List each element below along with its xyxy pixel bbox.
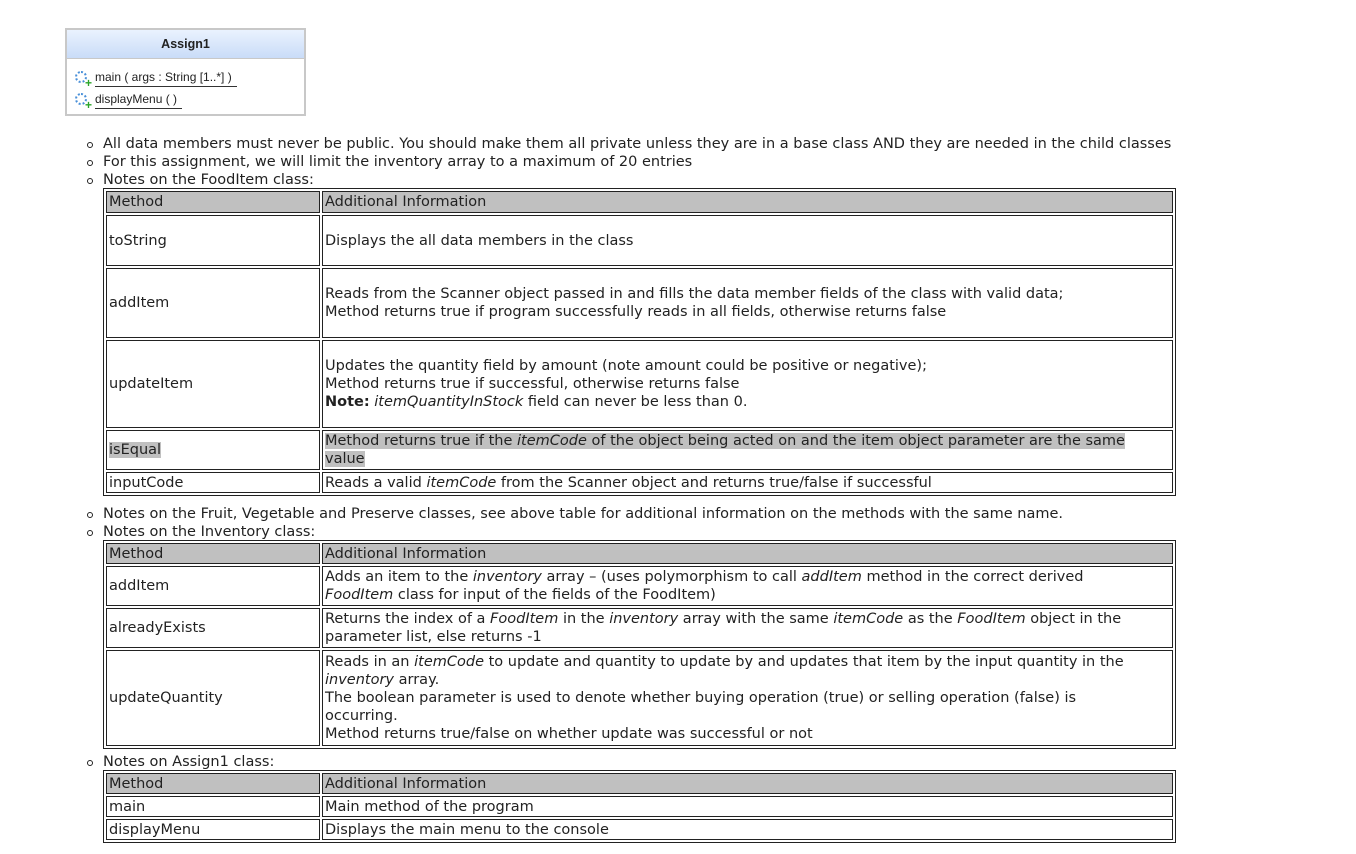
method-info: Updates the quantity field by amount (note amount could be positive or negative); Method returns true if successful, otherwise returns false Note: itemQuantityInStock field can never be less than 0. [322,340,1173,428]
method-name: isEqual [106,430,320,470]
table-row [106,472,1173,493]
table-row [106,215,1173,266]
method-info: Method returns true if the itemCode of the object being acted on and the item object parameter are the same value [322,430,1173,470]
method-info: Returns the index of a FoodItem in the inventory array with the same itemCode as the FoodItem object in the parameter list, else returns -1 [322,608,1173,648]
table-row [106,566,1173,606]
bullet-fooditem-notes: Notes on the FoodItem class: [103,172,314,188]
header-info: Additional Information [322,191,1173,213]
operation-icon [75,93,87,105]
method-info: Reads in an itemCode to update and quantity to update by and updates that item by the input quantity in the inventory array. The boolean parameter is used to denote whether buying operation (true) or selling operation (false) is occurring. Method returns true/false on whether update was successful or not [322,650,1173,746]
bullet-assign1-notes: Notes on Assign1 class: [103,754,275,770]
uml-class-box [65,28,306,116]
method-name: addItem [106,566,320,606]
bullet-data-members: All data members must never be public. You should make them all private unless they are in a base class AND they are needed in the child classes [103,136,1172,152]
table-row [106,796,1173,817]
method-name: updateQuantity [106,650,320,746]
table-row [106,340,1173,428]
uml-class-name: Assign1 [67,30,304,59]
header-method: Method [106,543,320,564]
table-row [106,650,1173,746]
method-name: alreadyExists [106,608,320,648]
header-info: Additional Information [322,773,1173,794]
header-method: Method [106,773,320,794]
bullet-subclass-notes: Notes on the Fruit, Vegetable and Preserve classes, see above table for additional information on the methods with the same name. [103,506,1063,522]
header-method: Method [106,191,320,213]
method-info: Reads from the Scanner object passed in and fills the data member fields of the class with valid data; Method returns true if program successfully reads in all fields, otherwise returns false [322,268,1173,338]
table-header-row [106,543,1173,564]
table-row [106,430,1173,470]
bullet-inventory-notes: Notes on the Inventory class: [103,524,316,540]
table-row [106,608,1173,648]
table-row [106,819,1173,840]
uml-operation-main: + main ( args : String [1..*] ) [67,67,304,89]
method-name: addItem [106,268,320,338]
method-name: displayMenu [106,819,320,840]
assign1-methods-table [103,770,1176,843]
table-header-row [106,773,1173,794]
method-name: toString [106,215,320,266]
method-info: Main method of the program [322,796,1173,817]
method-info: Displays the all data members in the class [322,215,1173,266]
method-info: Displays the main menu to the console [322,819,1173,840]
method-name: main [106,796,320,817]
inventory-methods-table [103,540,1176,749]
method-info: Reads a valid itemCode from the Scanner object and returns true/false if successful [322,472,1173,493]
table-header-row [106,191,1173,213]
uml-operation-displaymenu: + displayMenu ( ) [67,89,304,111]
operation-icon [75,71,87,83]
method-info: Adds an item to the inventory array – (uses polymorphism to call addItem method in the correct derived FoodItem class for input of the fields of the FoodItem) [322,566,1173,606]
table-row [106,268,1173,338]
method-name: inputCode [106,472,320,493]
bullet-inventory-limit: For this assignment, we will limit the inventory array to a maximum of 20 entries [103,154,693,170]
header-info: Additional Information [322,543,1173,564]
method-name: updateItem [106,340,320,428]
fooditem-methods-table [103,188,1176,496]
